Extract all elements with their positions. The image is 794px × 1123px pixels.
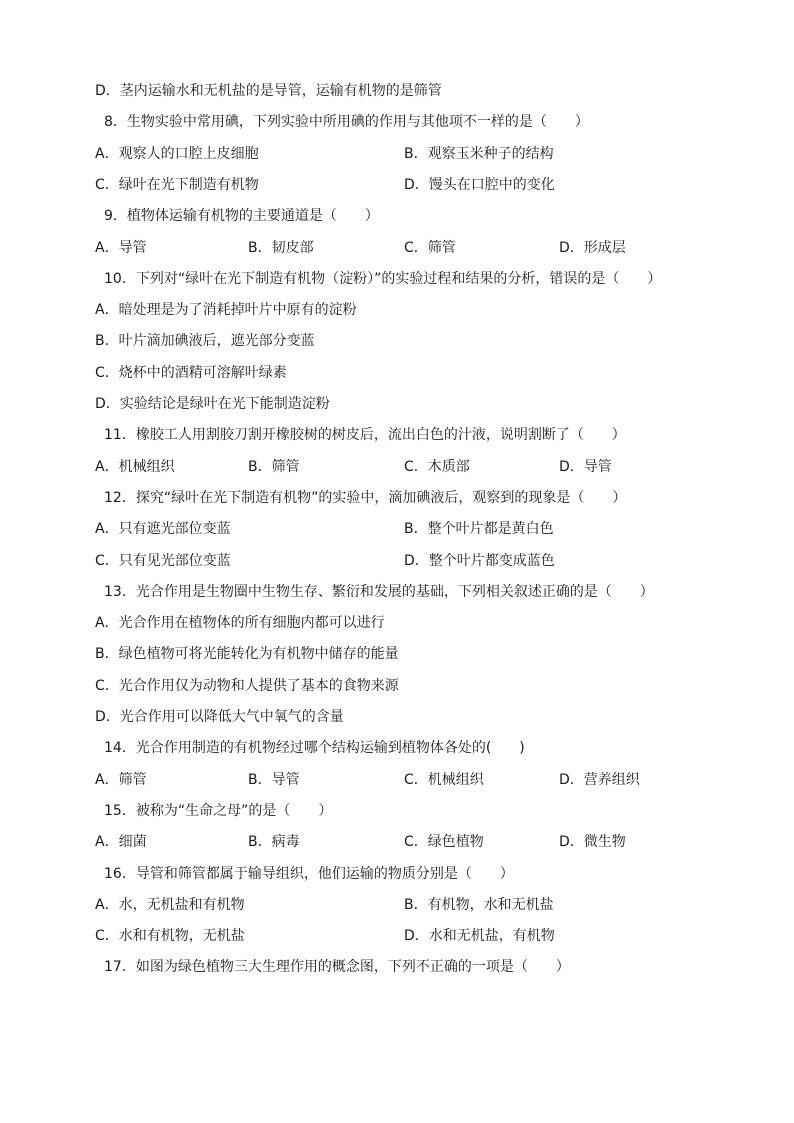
answer-option: B．整个叶片都是黄白色 <box>404 521 554 538</box>
question-stem: 9．植物体运输有机物的主要通道是（ ） <box>104 208 379 225</box>
answer-option: A．细菌 <box>95 834 147 851</box>
answer-option: D．导管 <box>559 458 612 475</box>
answer-option: C．只有见光部位变蓝 <box>95 552 231 569</box>
answer-option: D．实验结论是绿叶在光下能制造淀粉 <box>95 396 330 412</box>
question-stem: 12．探究“绿叶在光下制造有机物”的实验中，滴加碘液后，观察到的现象是（ ） <box>104 489 627 506</box>
answer-option: B．韧皮部 <box>248 239 314 256</box>
answer-option: D．馒头在口腔中的变化 <box>404 176 555 193</box>
answer-option: C．水和有机物，无机盐 <box>95 928 245 945</box>
question-stem: 11．橡胶工人用割胶刀割开橡胶树的树皮后，流出白色的汁液，说明割断了（ ） <box>104 427 626 444</box>
answer-option: A．筛管 <box>95 771 147 788</box>
answer-option: D．茎内运输水和无机盐的是导管，运输有机物的是筛管 <box>95 83 442 99</box>
answer-option: A．暗处理是为了消耗掉叶片中原有的淀粉 <box>95 302 357 319</box>
answer-option: D．形成层 <box>559 239 626 256</box>
question-stem: 15．被称为“生命之母”的是（ ） <box>104 802 333 819</box>
answer-option: C．机械组织 <box>404 771 484 788</box>
answer-option: D．营养组织 <box>559 771 640 788</box>
answer-option: B．绿色植物可将光能转化为有机物中储存的能量 <box>95 646 399 663</box>
answer-option: B．观察玉米种子的结构 <box>404 145 554 162</box>
answer-option: B．有机物，水和无机盐 <box>404 896 554 913</box>
answer-option: B．叶片滴加碘液后，遮光部分变蓝 <box>95 333 315 350</box>
answer-option: C．筛管 <box>404 239 456 256</box>
answer-option: A．导管 <box>95 239 147 256</box>
answer-option: D．水和无机盐，有机物 <box>404 928 555 945</box>
answer-option: C．烧杯中的酒精可溶解叶绿素 <box>95 364 287 381</box>
answer-option: D．光合作用可以降低大气中氧气的含量 <box>95 709 344 725</box>
question-stem: 10．下列对“绿叶在光下制造有机物（淀粉）”的实验过程和结果的分析，错误的是（ ） <box>104 270 662 287</box>
answer-option: B．病毒 <box>248 834 300 851</box>
answer-option: D．微生物 <box>559 834 626 851</box>
answer-option: C．光合作用仅为动物和人提供了基本的食物来源 <box>95 677 399 694</box>
answer-option: C．木质部 <box>404 458 470 475</box>
answer-option: B．导管 <box>248 771 300 788</box>
question-stem: 13．光合作用是生物圈中生物生存、繁衍和发展的基础，下列相关叙述正确的是（ ） <box>104 583 654 600</box>
question-stem: 17．如图为绿色植物三大生理作用的概念图，下列不正确的一项是（ ） <box>104 959 570 976</box>
answer-option: B．筛管 <box>248 458 300 475</box>
question-stem: 14．光合作用制造的有机物经过哪个结构运输到植物体各处的( ) <box>104 740 525 757</box>
answer-option: D．整个叶片都变成蓝色 <box>404 552 555 569</box>
answer-option: C．绿叶在光下制造有机物 <box>95 176 259 193</box>
answer-option: A．光合作用在植物体的所有细胞内都可以进行 <box>95 615 385 632</box>
question-stem: 8．生物实验中常用碘，下列实验中所用碘的作用与其他项不一样的是（ ） <box>104 114 589 131</box>
answer-option: A．观察人的口腔上皮细胞 <box>95 145 259 162</box>
answer-option: A．水，无机盐和有机物 <box>95 896 245 913</box>
question-stem: 16．导管和筛管都属于输导组织，他们运输的物质分别是（ ） <box>104 865 514 882</box>
answer-option: A．只有遮光部位变蓝 <box>95 521 231 538</box>
answer-option: A．机械组织 <box>95 458 175 475</box>
answer-option: C．绿色植物 <box>404 834 484 851</box>
